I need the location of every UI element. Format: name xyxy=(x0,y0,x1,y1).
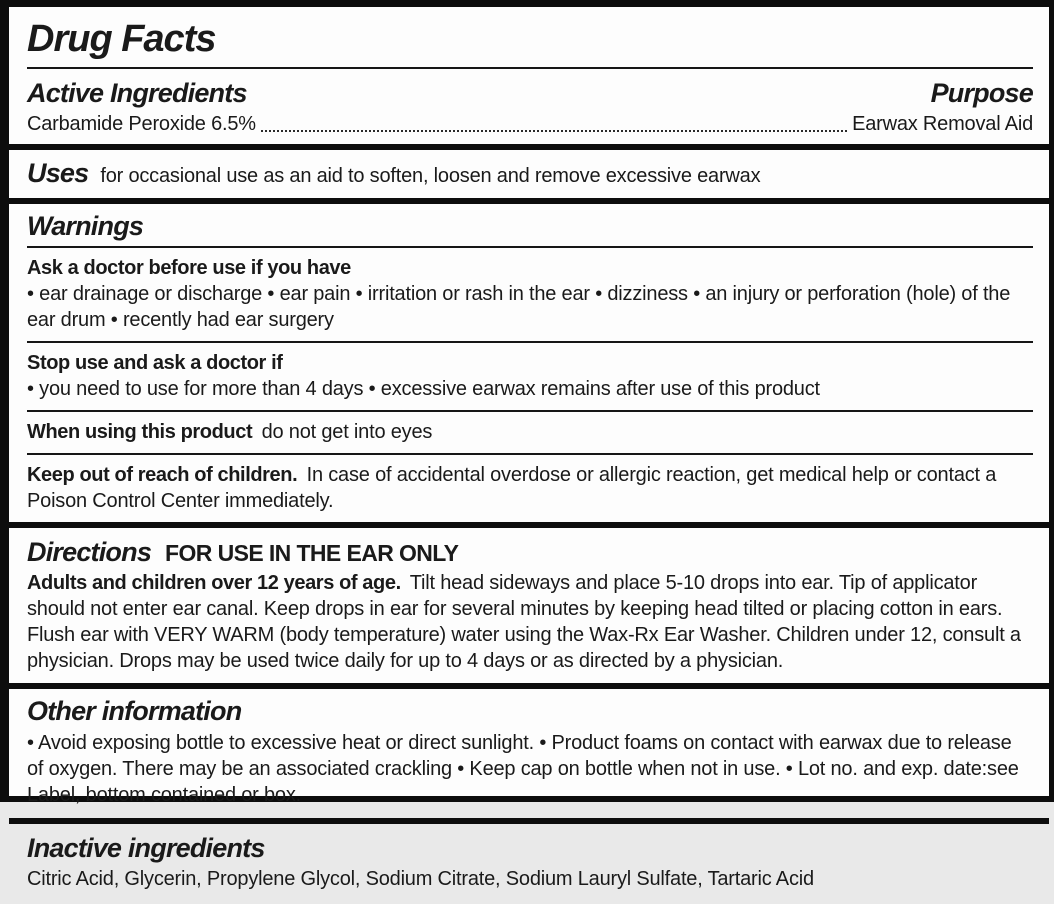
drug-facts-title: Drug Facts xyxy=(27,18,216,60)
header-section xyxy=(9,7,1049,144)
when-using-lead: When using this product xyxy=(27,421,253,443)
directions-subheading: FOR USE IN THE EAR ONLY xyxy=(165,540,459,566)
inactive-ingredients-text: Citric Acid, Glycerin, Propylene Glycol, Sodium Citrate, Sodium Lauryl Sulfate, Tartaric Acid xyxy=(27,868,814,890)
other-information-heading: Other information xyxy=(27,696,242,726)
ask-doctor-subsection xyxy=(27,255,1033,341)
other-information-text: • Avoid exposing bottle to excessive heat or direct sunlight. • Product foams on contact with earwax due to release of oxygen. There may be an associated crackling • Keep cap on bottle when not in use. • Lot no. and exp. date:see Label, bottom contained or box. xyxy=(27,732,1019,806)
purpose-heading: Purpose xyxy=(930,78,1033,108)
ask-doctor-text: • ear drainage or discharge • ear pain • irritation or rash in the ear • dizziness • an injury or perforation (hole) of the ear drum • recently had ear surgery xyxy=(27,283,1011,331)
active-ingredient-name: Carbamide Peroxide 6.5% xyxy=(27,113,256,135)
warnings-section xyxy=(9,204,1049,522)
stop-use-lead: Stop use and ask a doctor if xyxy=(27,352,283,374)
keep-out-body: In case of accidental overdose or allergic reaction, get medical help or contact a Poison Control Center immediately. xyxy=(27,464,997,512)
inactive-ingredients-section xyxy=(9,824,1049,904)
when-using-subsection xyxy=(27,419,1033,453)
when-using-text xyxy=(27,419,1033,445)
inactive-ingredients-heading: Inactive ingredients xyxy=(27,833,265,863)
uses-text: for occasional use as an aid to soften, loosen and remove excessive earwax xyxy=(100,165,761,187)
keep-out-lead: Keep out of reach of children. xyxy=(27,464,298,486)
active-ingredients-header-row xyxy=(27,69,1033,109)
uses-heading: Uses xyxy=(27,158,89,188)
other-information-section xyxy=(9,689,1049,818)
keep-out-text xyxy=(27,462,1033,514)
when-using-body: do not get into eyes xyxy=(261,421,433,443)
keep-out-subsection xyxy=(27,462,1033,522)
dotted-leader xyxy=(261,130,847,132)
directions-heading: Directions xyxy=(27,537,152,567)
active-ingredients-heading: Active Ingredients xyxy=(27,78,247,108)
warnings-heading: Warnings xyxy=(27,211,144,241)
warnings-divider xyxy=(27,246,1033,248)
stop-use-subsection xyxy=(27,350,1033,410)
warnings-subdivider xyxy=(27,410,1033,412)
stop-use-text: • you need to use for more than 4 days • excessive earwax remains after use of this product xyxy=(27,378,820,400)
ask-doctor-lead: Ask a doctor before use if you have xyxy=(27,257,351,279)
directions-text xyxy=(27,568,1033,683)
directions-heading-row xyxy=(27,528,1033,568)
warnings-subdivider xyxy=(27,453,1033,455)
directions-lead: Adults and children over 12 years of age. xyxy=(27,572,401,594)
directions-body: Tilt head sideways and place 5-10 drops into ear. Tip of applicator should not enter ear canal. Keep drops in ear for several minutes by keeping head tilted or placing cotton in ears. Flush ear with VERY WARM (body temperature) water using the Wax-Rx Ear Washer. Children under 12, consult a physician. Drops may be used twice daily for up to 4 days or as directed by a physician. xyxy=(27,572,1021,672)
warnings-subdivider xyxy=(27,341,1033,343)
uses-section xyxy=(9,150,1049,198)
purpose-value: Earwax Removal Aid xyxy=(852,113,1033,135)
directions-section xyxy=(9,528,1049,683)
active-ingredient-row xyxy=(27,109,1033,144)
